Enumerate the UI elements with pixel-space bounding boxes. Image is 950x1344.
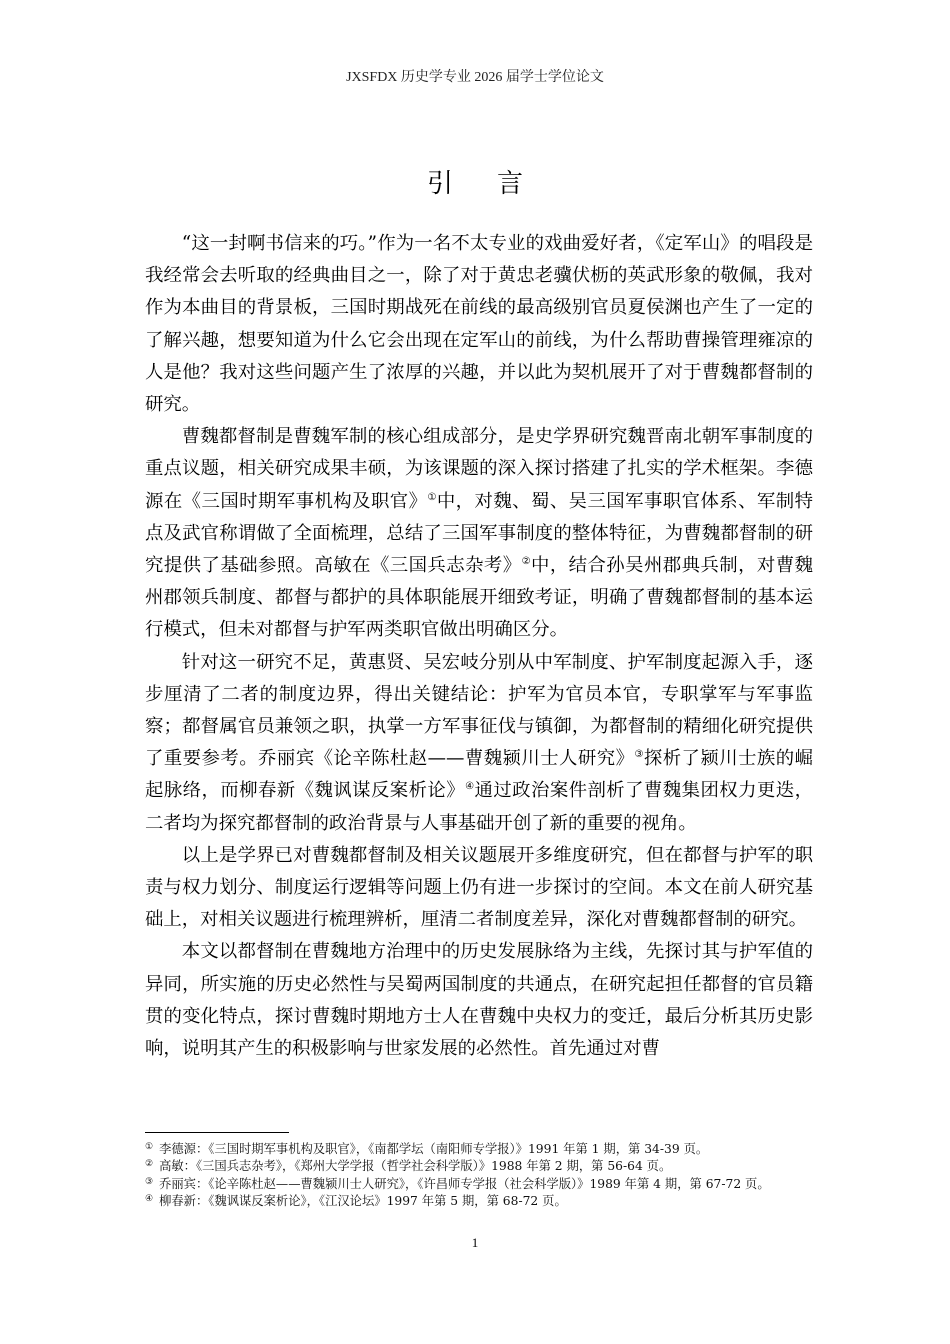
footnote-separator bbox=[145, 1132, 289, 1133]
footnote-text: 柳春新：《魏讽谋反案析论》，《江汉论坛》1997 年第 5 期，第 68-72 页。 bbox=[159, 1194, 567, 1209]
footnote-mark: ② bbox=[145, 1159, 154, 1170]
footnote bbox=[145, 1192, 813, 1209]
footnote-text: 乔丽宾：《论辛陈杜赵——曹魏颍川士人研究》，《许昌师专学报（社会科学版）》1989 年第 4 期，第 67-72 页。 bbox=[159, 1176, 770, 1191]
footnote-mark: ③ bbox=[145, 1176, 154, 1187]
paragraph-text: 中，对魏、蜀、吴三国军事职官体系、军制特点及武官称谓做了全面梳理，总结了三国军事制度的整体特征，为曹魏都督制的研究提供了基础参照。高敏在《三国兵志杂考》 bbox=[145, 490, 813, 577]
body-paragraph bbox=[145, 228, 813, 421]
running-header: JXSFDX 历史学专业 2026 届学士学位论文 bbox=[346, 70, 604, 85]
footnote-reference[interactable]: ③ bbox=[634, 749, 644, 761]
body-text bbox=[145, 228, 813, 1065]
footnote bbox=[145, 1157, 813, 1174]
paragraph-text: 以上是学界已对曹魏都督制及相关议题展开多维度研究，但在都督与护军的职责与权力划分、制度运行逻辑等问题上仍有进一步探讨的空间。本文在前人研究基础上，对相关议题进行梳理辨析，厘清二者制度差异，深化对曹魏都督制的研究。 bbox=[145, 844, 813, 931]
body-paragraph bbox=[145, 421, 813, 646]
paragraph-text: 中，结合孙吴州郡典兵制，对曹魏州郡领兵制度、都督与都护的具体职能展开细致考证，明确了曹魏都督制的基本运行模式，但未对都督与护军两类职官做出明确区分。 bbox=[145, 555, 813, 641]
paragraph-text: 探析了颍川士族的崛起脉络，而柳春新《魏讽谋反案析论》 bbox=[145, 748, 813, 802]
footnote bbox=[145, 1175, 813, 1192]
section-title: 引言 bbox=[426, 169, 567, 199]
body-paragraph bbox=[145, 936, 813, 1065]
paragraph-text: “这一封啊书信来的巧。”作为一名不太专业的戏曲爱好者，《定军山》的唱段是我经常会去听取的经典曲目之一，除了对于黄忠老骥伏枥的英武形象的敬佩，我对作为本曲目的背景板，三国时期战死在前线的最高级别官员夏侯渊也产生了一定的了解兴趣，想要知道为什么它会出现在定军山的前线，为什么帮助曹操管理雍凉的人是他？我对这些问题产生了浓厚的兴趣，并以此为契机展开了对于曹魏都督制的研究。 bbox=[145, 233, 813, 416]
paragraph-text: 通过政治案件剖析了曹魏集团权力更迭，二者均为探究都督制的政治背景与人事基础开创了新的重要的视角。 bbox=[145, 780, 813, 834]
footnote bbox=[145, 1140, 813, 1157]
body-paragraph bbox=[145, 840, 813, 937]
footnote-reference[interactable]: ② bbox=[521, 556, 531, 568]
footnote-mark: ④ bbox=[145, 1194, 154, 1205]
footnotes bbox=[145, 1140, 813, 1210]
footnote-reference[interactable]: ④ bbox=[465, 781, 475, 793]
paragraph-text: 针对这一研究不足，黄惠贤、吴宏岐分别从中军制度、护军制度起源入手，逐步厘清了二者的制度边界，得出关键结论：护军为官员本官，专职掌军与军事监察；都督属官员兼领之职，执掌一方军事征伐与镇御，为都督制的精细化研究提供了重要参考。乔丽宾《论辛陈杜赵——曹魏颍川士人研究》 bbox=[145, 651, 813, 770]
footnote-text: 李德源：《三国时期军事机构及职官》，《南都学坛（南阳师专学报）》1991 年第 1 期，第 34-39 页。 bbox=[159, 1142, 709, 1156]
paragraph-text: 本文以都督制在曹魏地方治理中的历史发展脉络为主线，先探讨其与护军值的异同，所实施的历史必然性与吴蜀两国制度的共通点，在研究起担任都督的官员籍贯的变化特点，探讨曹魏时期地方士人在曹魏中央权力的变迁，最后分析其历史影响，说明其产生的积极影响与世家发展的必然性。首先通过对曹 bbox=[145, 941, 813, 1060]
paragraph-text: 曹魏都督制是曹魏军制的核心组成部分，是史学界研究魏晋南北朝军事制度的重点议题，相关研究成果丰硕，为该课题的深入探讨搭建了扎实的学术框架。李德源在《三国时期军事机构及职官》 bbox=[145, 426, 813, 512]
footnote-mark: ① bbox=[145, 1142, 154, 1152]
footnote-text: 高敏：《三国兵志杂考》，《郑州大学学报（哲学社会科学版）》1988 年第 2 期，第 56-64 页。 bbox=[159, 1159, 672, 1174]
body-paragraph bbox=[145, 647, 813, 840]
footnote-reference[interactable]: ① bbox=[427, 491, 437, 503]
page-number: 1 bbox=[471, 1235, 479, 1250]
